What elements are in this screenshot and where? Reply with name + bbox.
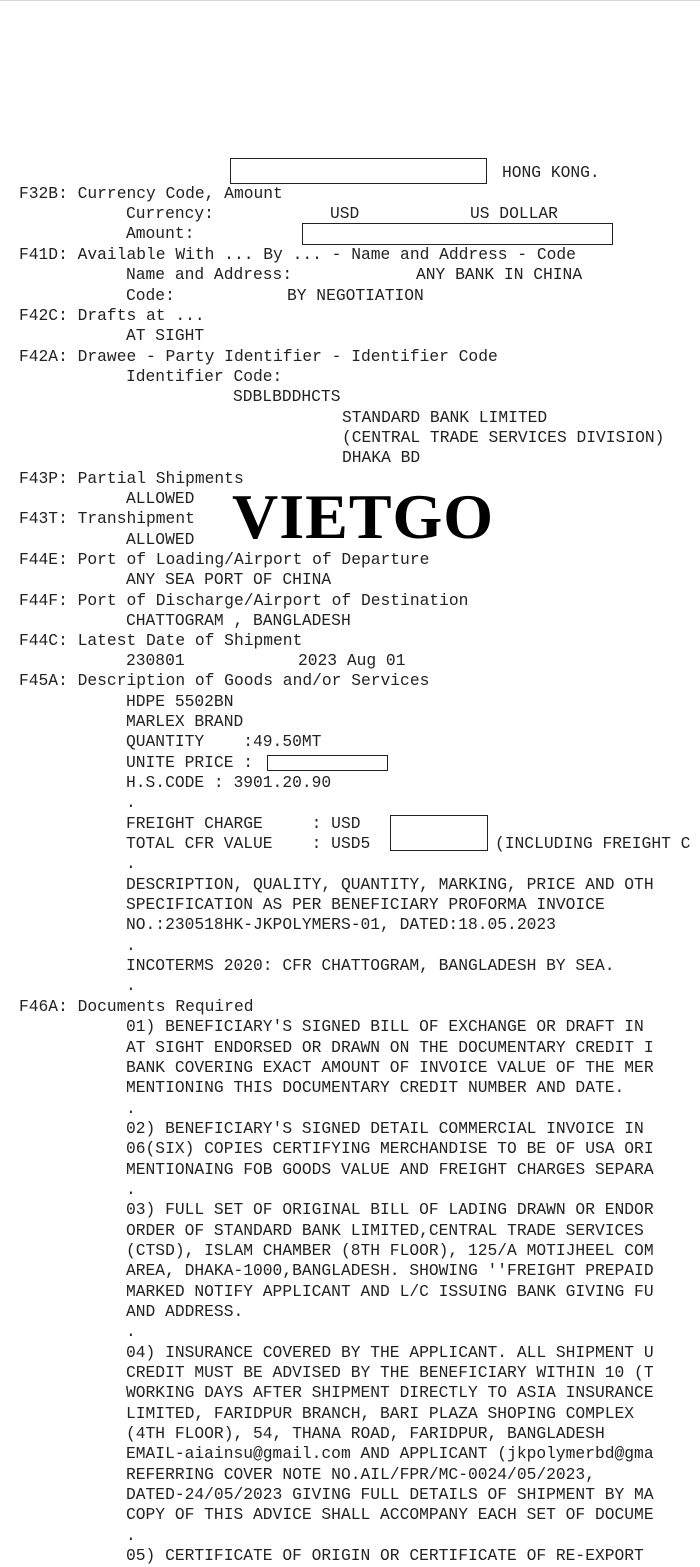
doc-line: AT SIGHT bbox=[126, 326, 205, 345]
doc-line: 04) INSURANCE COVERED BY THE APPLICANT. ALL SHIPMENT U bbox=[126, 1343, 654, 1362]
doc-line: (4TH FLOOR), 54, THANA ROAD, FARIDPUR, BANGLADESH bbox=[126, 1424, 605, 1443]
doc-line: TOTAL CFR VALUE : USD5 bbox=[126, 834, 371, 853]
field-f41d: F41D: Available With ... By ... - Name and Address - Code bbox=[19, 245, 576, 264]
doc-line: H.S.CODE : 3901.20.90 bbox=[126, 773, 332, 792]
doc-line: HONG KONG. bbox=[502, 163, 600, 182]
doc-line: WORKING DAYS AFTER SHIPMENT DIRECTLY TO ASIA INSURANCE bbox=[126, 1383, 654, 1402]
vietgo-watermark: VIETGO bbox=[232, 481, 495, 552]
doc-line: 03) FULL SET OF ORIGINAL BILL OF LADING DRAWN OR ENDOR bbox=[126, 1200, 654, 1219]
doc-line: QUANTITY :49.50MT bbox=[126, 732, 322, 751]
doc-line: ANY SEA PORT OF CHINA bbox=[126, 570, 332, 589]
field-f42a: F42A: Drawee - Party Identifier - Identifier Code bbox=[19, 347, 498, 366]
field-f32b: F32B: Currency Code, Amount bbox=[19, 184, 283, 203]
doc-line: (CTSD), ISLAM CHAMBER (8TH FLOOR), 125/A MOTIJHEEL COM bbox=[126, 1241, 654, 1260]
doc-line: 05) CERTIFICATE OF ORIGIN OR CERTIFICATE OF RE-EXPORT bbox=[126, 1546, 644, 1565]
doc-line: . bbox=[126, 1180, 136, 1199]
doc-line: . bbox=[126, 1322, 136, 1341]
doc-line: MARLEX BRAND bbox=[126, 712, 244, 731]
doc-line: AND ADDRESS. bbox=[126, 1302, 244, 1321]
doc-line: NO.:230518HK-JKPOLYMERS-01, DATED:18.05.2023 bbox=[126, 915, 556, 934]
doc-line: SPECIFICATION AS PER BENEFICIARY PROFORMA INVOICE bbox=[126, 895, 605, 914]
doc-line: STANDARD BANK LIMITED bbox=[342, 408, 548, 427]
doc-line: BANK COVERING EXACT AMOUNT OF INVOICE VALUE OF THE MER bbox=[126, 1058, 654, 1077]
doc-line: SDBLBDDHCTS bbox=[233, 387, 341, 406]
doc-line: USD bbox=[330, 204, 360, 223]
field-f44e: F44E: Port of Loading/Airport of Departure bbox=[19, 550, 430, 569]
field-f44f: F44F: Port of Discharge/Airport of Destination bbox=[19, 591, 469, 610]
doc-line: CREDIT MUST BE ADVISED BY THE BENEFICIARY WITHIN 10 (T bbox=[126, 1363, 654, 1382]
doc-line: 06(SIX) COPIES CERTIFYING MERCHANDISE TO BE OF USA ORI bbox=[126, 1139, 654, 1158]
field-f43p: F43P: Partial Shipments bbox=[19, 469, 244, 488]
doc-line: HDPE 5502BN bbox=[126, 692, 234, 711]
doc-line: . bbox=[126, 1099, 136, 1118]
redacted-amount bbox=[302, 223, 613, 245]
doc-line: DESCRIPTION, QUALITY, QUANTITY, MARKING, PRICE AND OTH bbox=[126, 875, 654, 894]
field-f46a: F46A: Documents Required bbox=[19, 997, 254, 1016]
doc-line: COPY OF THIS ADVICE SHALL ACCOMPANY EACH SET OF DOCUME bbox=[126, 1505, 654, 1524]
doc-line: MARKED NOTIFY APPLICANT AND L/C ISSUING BANK GIVING FU bbox=[126, 1282, 654, 1301]
doc-line: REFERRING COVER NOTE NO.AIL/FPR/MC-0024/05/2023, bbox=[126, 1465, 595, 1484]
redacted-unit-price bbox=[267, 755, 388, 771]
doc-line: LIMITED, FARIDPUR BRANCH, BARI PLAZA SHOPING COMPLEX bbox=[126, 1404, 635, 1423]
doc-line: DATED-24/05/2023 GIVING FULL DETAILS OF SHIPMENT BY MA bbox=[126, 1485, 654, 1504]
doc-line: . bbox=[126, 936, 136, 955]
field-f43t: F43T: Transhipment bbox=[19, 509, 195, 528]
doc-line: INCOTERMS 2020: CFR CHATTOGRAM, BANGLADESH BY SEA. bbox=[126, 956, 615, 975]
redacted-bank-name bbox=[230, 158, 487, 184]
field-f44c: F44C: Latest Date of Shipment bbox=[19, 631, 303, 650]
doc-line: Identifier Code: bbox=[126, 367, 283, 386]
doc-line: MENTIONING THIS DOCUMENTARY CREDIT NUMBER AND DATE. bbox=[126, 1078, 625, 1097]
doc-line: 02) BENEFICIARY'S SIGNED DETAIL COMMERCIAL INVOICE IN bbox=[126, 1119, 644, 1138]
doc-line: 230801 bbox=[126, 651, 185, 670]
doc-line: Currency: bbox=[126, 204, 214, 223]
doc-line: Name and Address: bbox=[126, 265, 293, 284]
doc-line: (CENTRAL TRADE SERVICES DIVISION) bbox=[342, 428, 665, 447]
doc-line: (INCLUDING FREIGHT C bbox=[495, 834, 691, 853]
doc-line: . bbox=[126, 854, 136, 873]
redacted-freight-values bbox=[390, 815, 488, 851]
doc-line: DHAKA BD bbox=[342, 448, 421, 467]
doc-line: . bbox=[126, 1526, 136, 1545]
doc-line: Code: bbox=[126, 286, 175, 305]
field-f42c: F42C: Drafts at ... bbox=[19, 306, 205, 325]
doc-line: US DOLLAR bbox=[470, 204, 558, 223]
doc-line: . bbox=[126, 976, 136, 995]
doc-line: BY NEGOTIATION bbox=[287, 286, 424, 305]
field-f45a: F45A: Description of Goods and/or Services bbox=[19, 671, 430, 690]
doc-line: ALLOWED bbox=[126, 489, 195, 508]
doc-line: . bbox=[126, 793, 136, 812]
doc-line: AREA, DHAKA-1000,BANGLADESH. SHOWING ''FREIGHT PREPAID bbox=[126, 1261, 654, 1280]
doc-line: ORDER OF STANDARD BANK LIMITED,CENTRAL TRADE SERVICES bbox=[126, 1221, 644, 1240]
doc-line: CHATTOGRAM , BANGLADESH bbox=[126, 611, 351, 630]
doc-line: ANY BANK IN CHINA bbox=[416, 265, 583, 284]
doc-line: EMAIL-aiainsu@gmail.com AND APPLICANT (jkpolymerbd@gma bbox=[126, 1444, 654, 1463]
doc-line: UNITE PRICE : bbox=[126, 753, 254, 772]
doc-line: 01) BENEFICIARY'S SIGNED BILL OF EXCHANGE OR DRAFT IN bbox=[126, 1017, 644, 1036]
doc-line: MENTIONAING FOB GOODS VALUE AND FREIGHT CHARGES SEPARA bbox=[126, 1160, 654, 1179]
doc-line: Amount: bbox=[126, 224, 195, 243]
doc-line: FREIGHT CHARGE : USD bbox=[126, 814, 361, 833]
doc-line: 2023 Aug 01 bbox=[298, 651, 406, 670]
doc-line: AT SIGHT ENDORSED OR DRAWN ON THE DOCUMENTARY CREDIT I bbox=[126, 1038, 654, 1057]
doc-line: ALLOWED bbox=[126, 530, 195, 549]
